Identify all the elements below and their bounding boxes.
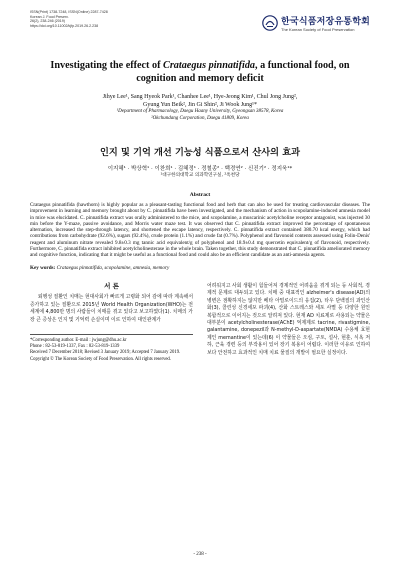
meta-issn: ISSN(Print) 1738-7248, ISSN(Online) 2287-7428 [30, 10, 108, 14]
affiliation-1: ¹Department of Pharmacology, Daegu Haany University, Gyeongsan 38578, Korea [116, 109, 284, 114]
footnote-dates: Received 7 December 2018; Revised 3 January 2019; Accepted 7 January 2019. [30, 350, 181, 356]
intro-heading: 서 론 [104, 281, 119, 290]
society-name-korean: 한국식품저장유통학회 [281, 17, 370, 27]
left-column [30, 283, 193, 363]
journal-meta [30, 10, 108, 28]
page-number: - 238 - [193, 552, 207, 557]
abstract-text: Crataegus pinnatifida (hawthorn) is highly popular as a pleasant-tasting functional food and herb that can also be used for treating cardiovascular diseases. The improvement in learning and memory brought about by C. pinnatifida have been investigated, and the mechanism of action in scopolamine-induced amnesia model in mice was elucidated. C. pinnatifida extract was orally administered to the mice, and scopolamine, a muscarinic acetylcholine receptor antagonist, was injected 30 min before the Y-maze, passive avoidance, and Morris water maze test. It was observed that C. pinnatifida extract improved the percentage of spontaneous alternation, increased the step-through latency, and shortened the escape latency, respectively. C. pinnatifida extract contained 380.70 kcal energy, which had contributions from carbohydrate (92.6%), sugars (92.4%), crude protein (1.1%) and crude fat (0.7%). Polyphenol and flavonoid contents assessed using Folin-Denis' reagent and aluminum nitrate revealed 9.8±0.3 mg tannic acid equivalent/g of polyphenol and 18.9±0.4 mg quercetin equivalent/g of flavonoid, respectively. Furthermore, C. pinnatifida extract inhibited acetylcholinesterase in the whole brain. Taken together, this study demonstrated that C. pinnatifida ameliorated memory and cognitive function, indicating that it might be useful as a functional food and could also be an efficient candidate as an anti-amnesia agents. [30, 202, 370, 259]
meta-volume: 26(2), 238-246 (2019) [30, 19, 65, 24]
society-logo-icon [262, 15, 278, 31]
keywords-text: Crataegus pinnatifida, scopolamine, amnesia, memory [56, 264, 170, 271]
society-logo [262, 14, 370, 32]
footnote-email: *Corresponding author. E-mail : jwjung@dhu.ac.kr [30, 338, 127, 343]
affiliations-korean: ¹대구한의대학교 의과학연구실, ²옥천당 [160, 173, 240, 178]
society-name-english: The Korean Society of Food Preservation [281, 27, 355, 32]
title-species: Crataegus pinnatifida [163, 60, 256, 71]
meta-doi[interactable]: https://doi.org/10.11002/kjfp.2019.26.2.238 [30, 23, 99, 28]
authors-line-2: Gyung Yun Beik², Jin Gi Shin², Ji Wook Jung¹* [143, 102, 257, 108]
authors-english [30, 93, 370, 109]
body-columns [30, 283, 370, 363]
intro-paragraph-right: 어려워지고 사회 생활이 힘들어져 경제적인 어려움을 겪게 되는 등 사회적, 경제적 문제로 대두되고 있다. 치매 중 대표적인 alzheimer's disease(AD)의 병변은 점확하지는 않지만 베타 아밀로이드의 응집(2), 타우 단백질의 과인산화(3), 콜린성 신경세포 파괴(4), 산화 스트레스와 세포 사멸 등 다양한 원인 복합적으로 이어지는 것으로 알려져 있다. 현재 AD 치료제로 사용되는 약물은 대부분이 acetylcholinesterase(AChE) 억제제로 tacrine, rivastigmine, galantamine, donepezil과 N-methyl-D-aspartate(NMDA) 수용체 효현제인 memantine이 있는데(6) 이 약물들은 오심, 구토, 설사, 현훈, 식욕 저하, 근육 경련 등의 부작용이 있어 장기 복용이 어렵다. 이러한 이유로 인하여 보다 안전하고 효과적인 치매 치료 물질의 개발이 필요한 실정이다. [207, 282, 370, 356]
paper-title-korean: 인지 및 기억 개선 기능성 식품으로서 산사의 효과 [100, 147, 300, 158]
abstract-heading: Abstract [189, 192, 211, 198]
footnote-copyright: Copyright © The Korean Society of Food Preservation. All rights reserved. [30, 356, 171, 362]
journal-header [30, 10, 370, 48]
keywords-label: Key words: [30, 264, 56, 271]
keywords [30, 265, 370, 271]
title-prefix: Investigating the effect of [50, 60, 164, 71]
paper-title-english [30, 60, 370, 85]
title-suffix: , a functional food, on cognition and memory deficit [136, 60, 350, 84]
intro-paragraph-left: 퇴행성 질환인 치매는 현대사회가 빠르게 고령화 되어 감에 따라 계속해서 증가하고 있는 질환으로 2015년 World Health Organization(WHO)는 전세계에 4,800만 명의 사람들이 치매를 겪고 있다고 보고하였다(1). 치매의 가장 큰 증상은 인지 및 기억력 손실이며 이로 인하여 대인관계가 [30, 294, 193, 323]
footnote-phone: Phone : 82-53-819-1337, Fax : 82-53-819-1339 [30, 344, 120, 350]
authors-line-1: Jihye Lee¹, Sang Hyeok Park¹, Chanhee Lee¹, Hye-Jeong Kim¹, Chul Jong Jung², [102, 94, 298, 100]
authors-korean: 이지혜¹ · 박상혁¹ · 이찬희¹ · 김혜정¹ · 정철종² · 백경연² · 신진기² · 정지욱¹* [107, 166, 293, 172]
meta-journal: Korean J. Food Preserv. [30, 14, 69, 19]
affiliations-english [30, 109, 370, 122]
affiliation-2: ²Okchundang Corporation, Daegu 41809, Korea [151, 115, 249, 121]
corresponding-footnote [30, 334, 193, 363]
right-column [207, 283, 370, 363]
